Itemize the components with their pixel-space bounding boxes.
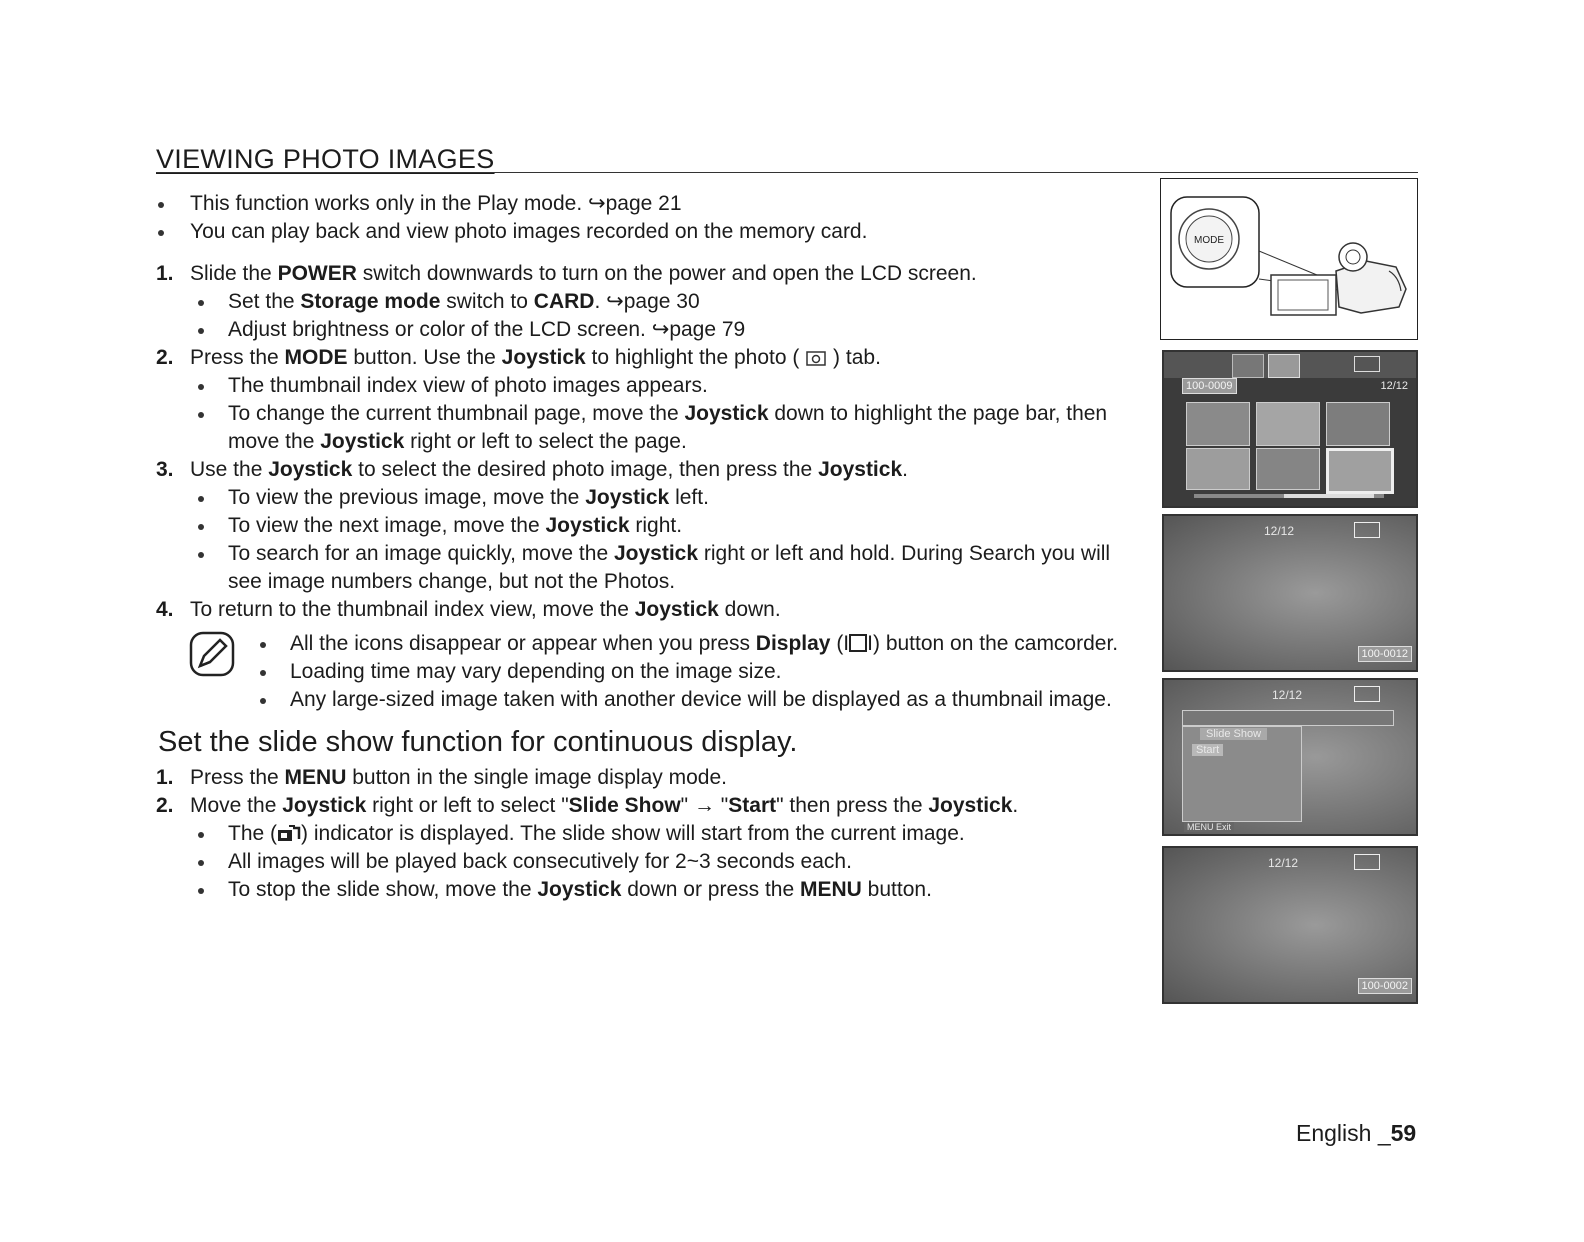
page-footer: English _59 [1296, 1120, 1417, 1146]
slideshow-heading: Set the slide show function for continuous display. [158, 726, 798, 758]
display-icon [849, 634, 867, 652]
thumb-count: 12/12 [1380, 380, 1408, 392]
menu-screen [1162, 678, 1418, 836]
intro-bullet: You can play back and view photo images recorded on the memory card. [156, 218, 1146, 246]
slideshow-screen [1162, 846, 1418, 1004]
slideshow-sub: All images will be played back consecutively for 2~3 seconds each. [156, 848, 1146, 876]
slideshow-step-1: 1. Press the MENU button in the single image display mode. [156, 766, 727, 789]
title-rule [156, 172, 1418, 173]
step-2-sub: To change the current thumbnail page, move the Joystick down to highlight the page bar, then move the Joystick right or left to select the page. [156, 400, 1146, 456]
page-ref-icon: ↪ [606, 290, 624, 313]
mode-label: MODE [1194, 235, 1224, 246]
intro-bullet: This function works only in the Play mode. ↪page 21 [156, 190, 1146, 218]
page-title: VIEWING PHOTO IMAGES [156, 144, 495, 174]
single-file-number: 100-0012 [1358, 646, 1413, 662]
menu-exit-label: MENU Exit [1184, 822, 1234, 832]
single-count: 12/12 [1264, 524, 1295, 538]
thumbnail-view-screen [1162, 350, 1418, 508]
slideshow-indicator-icon [277, 825, 301, 843]
page-ref-icon: ↪ [651, 318, 670, 341]
thumb-counter: 100-0009 [1182, 378, 1237, 394]
step-2: 2. Press the MODE button. Use the Joystick to highlight the photo ( ) tab. [156, 346, 881, 369]
camcorder-illustration [1161, 179, 1416, 338]
photo-tab-icon [805, 349, 827, 367]
slide-count: 12/12 [1268, 856, 1299, 870]
note-item: Any large-sized image taken with another device will be displayed as a thumbnail image. [156, 686, 1146, 714]
slideshow-sub: To stop the slide show, move the Joystick down or press the MENU button. [156, 876, 1146, 904]
note-item: All the icons disappear or appear when you press Display (I I) button on the camcorder. [156, 630, 1146, 658]
step-3-sub: To search for an image quickly, move the Joystick right or left and hold. During Search you will see image numbers change, but not the Photos. [156, 540, 1146, 596]
page-number: 59 [1390, 1120, 1417, 1146]
step-3-sub: To view the previous image, move the Joystick left. [156, 484, 1146, 512]
step-1-sub: Set the Storage mode switch to CARD. ↪page 30 [156, 288, 1146, 316]
note-block [156, 630, 1146, 714]
arrow-icon: → [693, 794, 715, 817]
main-content [156, 190, 1146, 904]
step-1: 1. Slide the POWER switch downwards to turn on the power and open the LCD screen. [156, 262, 977, 285]
slideshow-step-2: 2. Move the Joystick right or left to select "Slide Show" → "Start" then press the Joystick. [156, 794, 1019, 817]
menu-item-slideshow: Slide Show [1200, 728, 1267, 740]
step-2-sub: The thumbnail index view of photo images appears. [156, 372, 1146, 400]
page-ref-icon: ↪ [588, 192, 606, 215]
step-1-sub: Adjust brightness or color of the LCD screen. ↪page 79 [156, 316, 1146, 344]
slideshow-sub: The ( ) indicator is displayed. The slide show will start from the current image. [156, 820, 1146, 848]
step-3: 3. Use the Joystick to select the desired photo image, then press the Joystick. [156, 458, 908, 481]
menu-count: 12/12 [1272, 688, 1303, 702]
mode-button-illustration [1160, 178, 1418, 340]
step-4: 4. To return to the thumbnail index view, move the Joystick down. [156, 598, 781, 621]
menu-item-start: Start [1192, 744, 1223, 756]
single-image-screen [1162, 514, 1418, 672]
step-3-sub: To view the next image, move the Joystick right. [156, 512, 1146, 540]
slide-file-number: 100-0002 [1358, 978, 1413, 994]
note-item: Loading time may vary depending on the image size. [156, 658, 1146, 686]
